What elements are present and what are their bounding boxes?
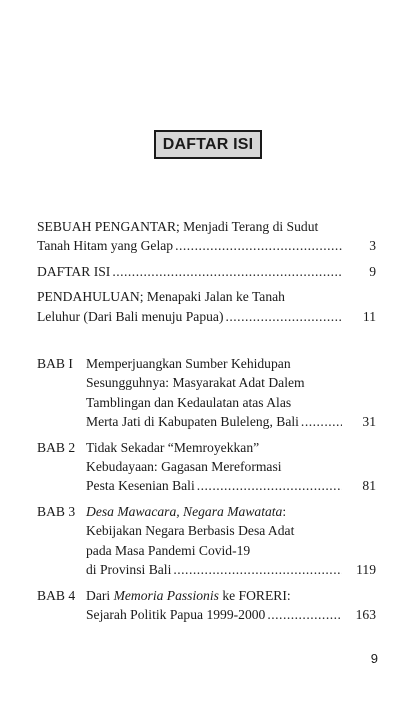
- toc-entry-bab-3[interactable]: [37, 502, 376, 580]
- leader-dots: [173, 560, 342, 579]
- leader-dots: [175, 236, 342, 255]
- table-of-contents: [37, 217, 376, 630]
- leader-dots: [301, 412, 342, 431]
- chapter-label: BAB 2: [37, 439, 76, 455]
- toc-page-number: 11: [362, 308, 376, 324]
- toc-entry-bab-1[interactable]: [37, 354, 376, 432]
- toc-entry-bab-4[interactable]: [37, 586, 376, 625]
- toc-entry-text: di Provinsi Bali: [86, 562, 172, 578]
- chapter-label: BAB I: [37, 356, 73, 372]
- toc-entry-text: Tamblingan dan Kedaulatan atas Alas: [86, 394, 292, 410]
- toc-entry-text: Sejarah Politik Papua 1999-2000: [86, 606, 266, 622]
- toc-page-number: 3: [369, 238, 376, 254]
- toc-entry-text: Kebijakan Negara Berbasis Desa Adat: [86, 523, 295, 539]
- leader-dots: [225, 307, 342, 326]
- toc-entry-text: Merta Jati di Kabupaten Buleleng, Bali: [86, 414, 299, 430]
- toc-page-number: 163: [355, 606, 376, 622]
- toc-entry-text: Pesta Kesenian Bali: [86, 478, 195, 494]
- leader-dots: [267, 605, 342, 624]
- toc-title: DAFTAR ISI: [154, 130, 262, 159]
- toc-entry-text: Tanah Hitam yang Gelap: [37, 238, 174, 254]
- toc-entry-daftar-isi[interactable]: [37, 262, 376, 281]
- toc-entry-text: pada Masa Pandemi Covid-19: [86, 542, 251, 558]
- toc-entry-text: :: [282, 503, 287, 519]
- toc-entry-text: Memperjuangkan Sumber Kehidupan: [86, 356, 291, 372]
- toc-entry-text: DAFTAR ISI: [37, 263, 111, 279]
- toc-page-number: 119: [356, 562, 376, 578]
- leader-dots: [197, 476, 342, 495]
- toc-entry-pengantar[interactable]: [37, 217, 376, 256]
- toc-page-number: 81: [362, 478, 376, 494]
- toc-entry-text: SEBUAH PENGANTAR; Menjadi Terang di Sudut: [37, 219, 319, 234]
- toc-entry-text-italic: Memoria Passionis: [113, 587, 219, 603]
- toc-entry-bab-2[interactable]: [37, 438, 376, 496]
- toc-entry-text: Sesungguhnya: Masyarakat Adat Dalem: [86, 375, 305, 391]
- page-number: 9: [370, 651, 378, 666]
- toc-entry-pendahuluan[interactable]: [37, 287, 376, 326]
- toc-page-number: 9: [369, 263, 376, 279]
- toc-entry-text: Kebudayaan: Gagasan Mereformasi: [86, 459, 282, 475]
- toc-entry-text: ke FORERI:: [218, 587, 291, 603]
- toc-entry-text-italic: Desa Mawacara, Negara Mawatata: [86, 503, 283, 519]
- toc-entry-text: Leluhur (Dari Bali menuju Papua): [37, 308, 224, 324]
- toc-page-number: 31: [362, 414, 376, 430]
- leader-dots: [112, 262, 342, 281]
- toc-entry-text: PENDAHULUAN; Menapaki Jalan ke Tanah: [37, 289, 285, 305]
- toc-entry-text: Tidak Sekadar “Memroyekkan”: [86, 439, 260, 455]
- chapter-label: BAB 3: [37, 503, 76, 519]
- chapter-label: BAB 4: [37, 587, 76, 603]
- toc-entry-text: Dari: [86, 587, 114, 603]
